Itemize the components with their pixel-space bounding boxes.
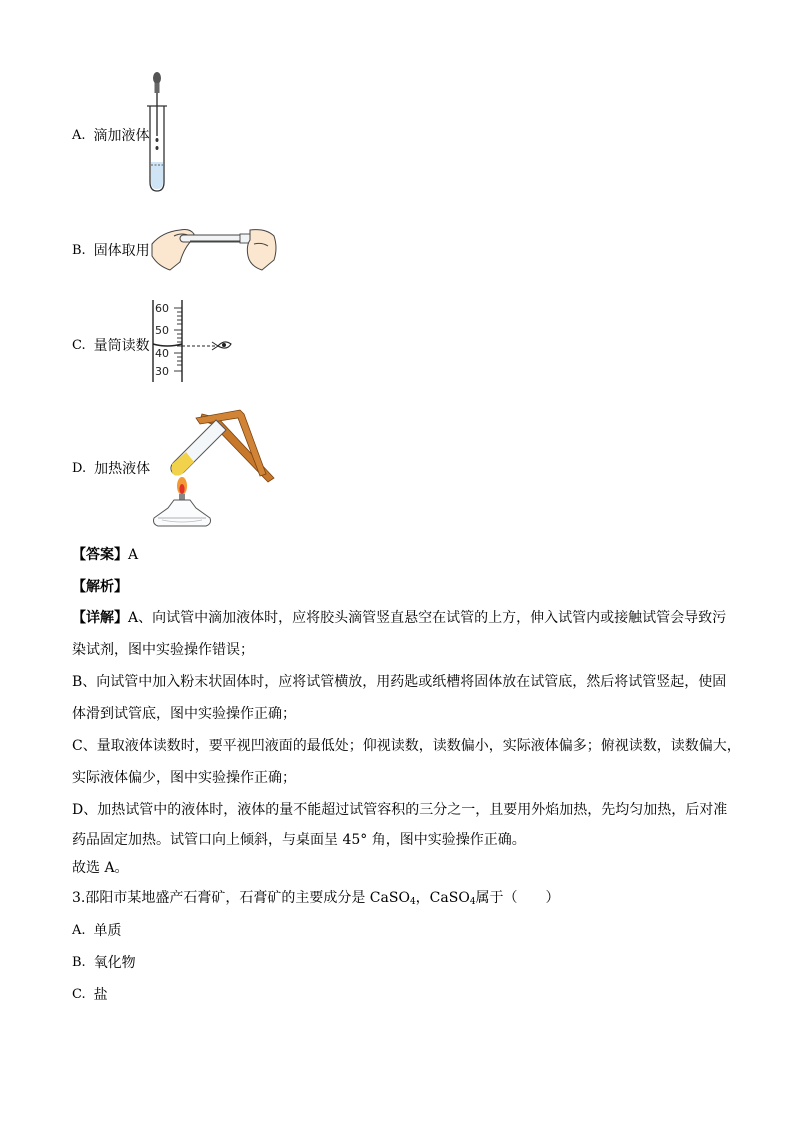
solid-taking-figure bbox=[150, 222, 280, 274]
detail-label: 【详解】 bbox=[72, 610, 128, 626]
option-text: 滴加液体 bbox=[93, 128, 150, 144]
option-d bbox=[72, 458, 150, 478]
detail-line-2: 染试剂，图中实验操作错误； bbox=[72, 642, 254, 658]
option-c bbox=[72, 335, 150, 355]
option-letter: A. bbox=[72, 127, 86, 143]
subscript: 4 bbox=[409, 897, 416, 907]
answer-line bbox=[72, 545, 732, 565]
detail-line-5: C、量取液体读数时，要平视凹液面的最低处；仰视读数，读数偏小，实际液体偏多；俯视读数，读数偏大， bbox=[72, 738, 741, 754]
option-b bbox=[72, 240, 150, 260]
detail-line-4: 体滑到试管底，图中实验操作正确； bbox=[72, 706, 296, 722]
dropper-test-tube-figure bbox=[140, 70, 176, 196]
option-letter: D. bbox=[72, 460, 87, 476]
tick-label: 30 bbox=[155, 365, 169, 378]
option-a bbox=[72, 125, 150, 145]
stem-text: 属于（ ） bbox=[475, 890, 560, 906]
stem-text: 3.邵阳市某地盛产石膏矿，石膏矿的主要成分是 CaSO bbox=[72, 890, 410, 906]
option-text: 盐 bbox=[93, 987, 108, 1003]
detail-line-6: 实际液体偏少，图中实验操作正确； bbox=[72, 770, 296, 786]
tick-label: 50 bbox=[155, 324, 169, 337]
option-text: 量筒读数 bbox=[93, 338, 150, 354]
tick-label: 60 bbox=[155, 302, 169, 315]
option-text: 单质 bbox=[93, 923, 122, 939]
question-3-option-c bbox=[72, 984, 108, 1004]
option-text: 固体取用 bbox=[93, 243, 150, 259]
question-3-option-a bbox=[72, 920, 122, 940]
conclusion-line: 故选 A。 bbox=[72, 860, 129, 876]
subscript: 4 bbox=[469, 897, 476, 907]
option-text: 氧化物 bbox=[93, 955, 136, 971]
detail-line-7: D、加热试管中的液体时，液体的量不能超过试管容积的三分之一，且要用外焰加热，先均匀加热，后对准 bbox=[72, 802, 728, 818]
detail-line-3: B、向试管中加入粉末状固体时，应将试管横放，用药匙或纸槽将固体放在试管底，然后将试管竖起，使固 bbox=[72, 674, 727, 690]
answer-label: 【答案】 bbox=[72, 547, 128, 563]
detail-line-8: 药品固定加热。试管口向上倾斜，与桌面呈 45° 角，图中实验操作正确。 bbox=[72, 832, 526, 848]
question-3-option-b bbox=[72, 952, 136, 972]
option-letter: B. bbox=[72, 242, 86, 258]
option-letter: C. bbox=[72, 337, 86, 353]
detail-text: A、向试管中滴加液体时，应将胶头滴管竖直悬空在试管的上方，伸入试管内或接触试管会导致污 bbox=[128, 610, 727, 626]
option-letter: C. bbox=[72, 986, 86, 1002]
answer-value: A bbox=[128, 547, 139, 563]
detail-line-1 bbox=[72, 608, 732, 628]
graduated-cylinder-figure bbox=[148, 298, 234, 384]
analysis-label: 【解析】 bbox=[72, 579, 128, 595]
option-text: 加热液体 bbox=[94, 461, 151, 477]
tick-label: 40 bbox=[155, 347, 169, 360]
question-3-stem bbox=[72, 888, 732, 912]
stem-text: ，CaSO bbox=[415, 890, 470, 906]
analysis-line bbox=[72, 577, 732, 597]
option-letter: A. bbox=[72, 922, 86, 938]
heating-liquid-figure bbox=[152, 400, 276, 530]
option-letter: B. bbox=[72, 954, 86, 970]
